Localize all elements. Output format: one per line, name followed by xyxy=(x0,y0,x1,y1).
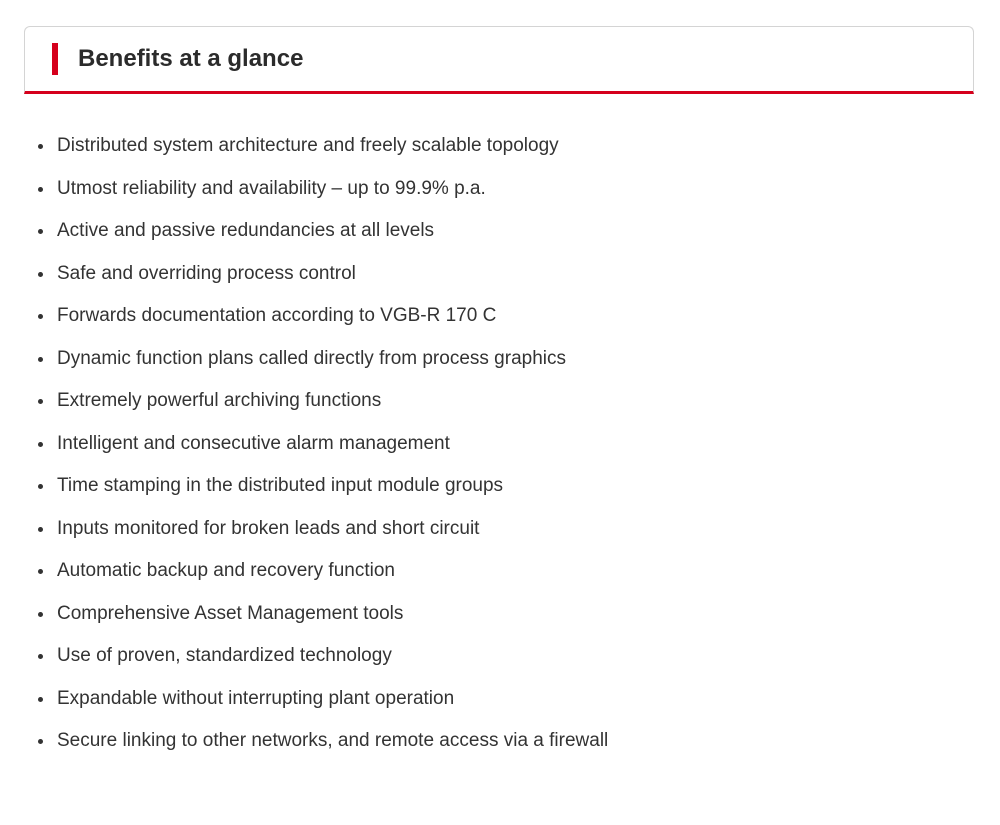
list-item-text: Distributed system architecture and freely scalable topology xyxy=(57,135,559,156)
bullet-icon xyxy=(38,739,43,744)
list-item-text: Dynamic function plans called directly from process graphics xyxy=(57,347,566,369)
list-item xyxy=(0,678,980,721)
list-item-text: Extremely powerful archiving functions xyxy=(57,390,382,411)
section-title: Benefits at a glance xyxy=(78,45,304,72)
list-item-text: Comprehensive Asset Management tools xyxy=(57,602,404,624)
list-item-text: Inputs monitored for broken leads and short circuit xyxy=(57,517,480,539)
bullet-icon xyxy=(38,527,43,532)
list-item-text: Active and passive redundancies at all levels xyxy=(57,220,435,241)
bullet-icon xyxy=(38,697,43,702)
bullet-icon xyxy=(38,484,43,489)
list-item xyxy=(0,550,980,593)
list-item-text: Safe and overriding process control xyxy=(57,262,356,284)
bullet-icon xyxy=(38,187,43,192)
list-item xyxy=(0,380,980,423)
list-item xyxy=(0,253,980,296)
header-accent-bar xyxy=(52,43,58,75)
bullet-icon xyxy=(38,144,43,149)
benefits-list xyxy=(0,125,980,763)
list-item xyxy=(0,720,980,763)
bullet-icon xyxy=(38,612,43,617)
list-item xyxy=(0,593,980,636)
list-item-text: Utmost reliability and availability – up to 99.9% p.a. xyxy=(57,177,486,199)
bullet-icon xyxy=(38,229,43,234)
list-item xyxy=(0,168,980,211)
list-item xyxy=(0,125,980,168)
list-item xyxy=(0,465,980,508)
bullet-icon xyxy=(38,357,43,362)
bullet-icon xyxy=(38,569,43,574)
list-item-text: Expandable without interrupting plant operation xyxy=(57,687,455,709)
bullet-icon xyxy=(38,399,43,404)
list-item xyxy=(0,210,980,253)
list-item-text: Automatic backup and recovery function xyxy=(57,560,395,581)
list-item-text: Time stamping in the distributed input module groups xyxy=(57,475,504,496)
list-item-text: Forwards documentation according to VGB-R 170 C xyxy=(57,305,497,326)
list-item xyxy=(0,338,980,381)
list-item-text: Intelligent and consecutive alarm management xyxy=(57,432,450,454)
list-item xyxy=(0,635,980,678)
list-item xyxy=(0,295,980,338)
list-item-text: Secure linking to other networks, and remote access via a firewall xyxy=(57,730,609,751)
bullet-icon xyxy=(38,654,43,659)
list-item xyxy=(0,423,980,466)
list-item xyxy=(0,508,980,551)
bullet-icon xyxy=(38,314,43,319)
list-item-text: Use of proven, standardized technology xyxy=(57,645,392,666)
bullet-icon xyxy=(38,272,43,277)
bullet-icon xyxy=(38,442,43,447)
section-header xyxy=(24,26,974,94)
